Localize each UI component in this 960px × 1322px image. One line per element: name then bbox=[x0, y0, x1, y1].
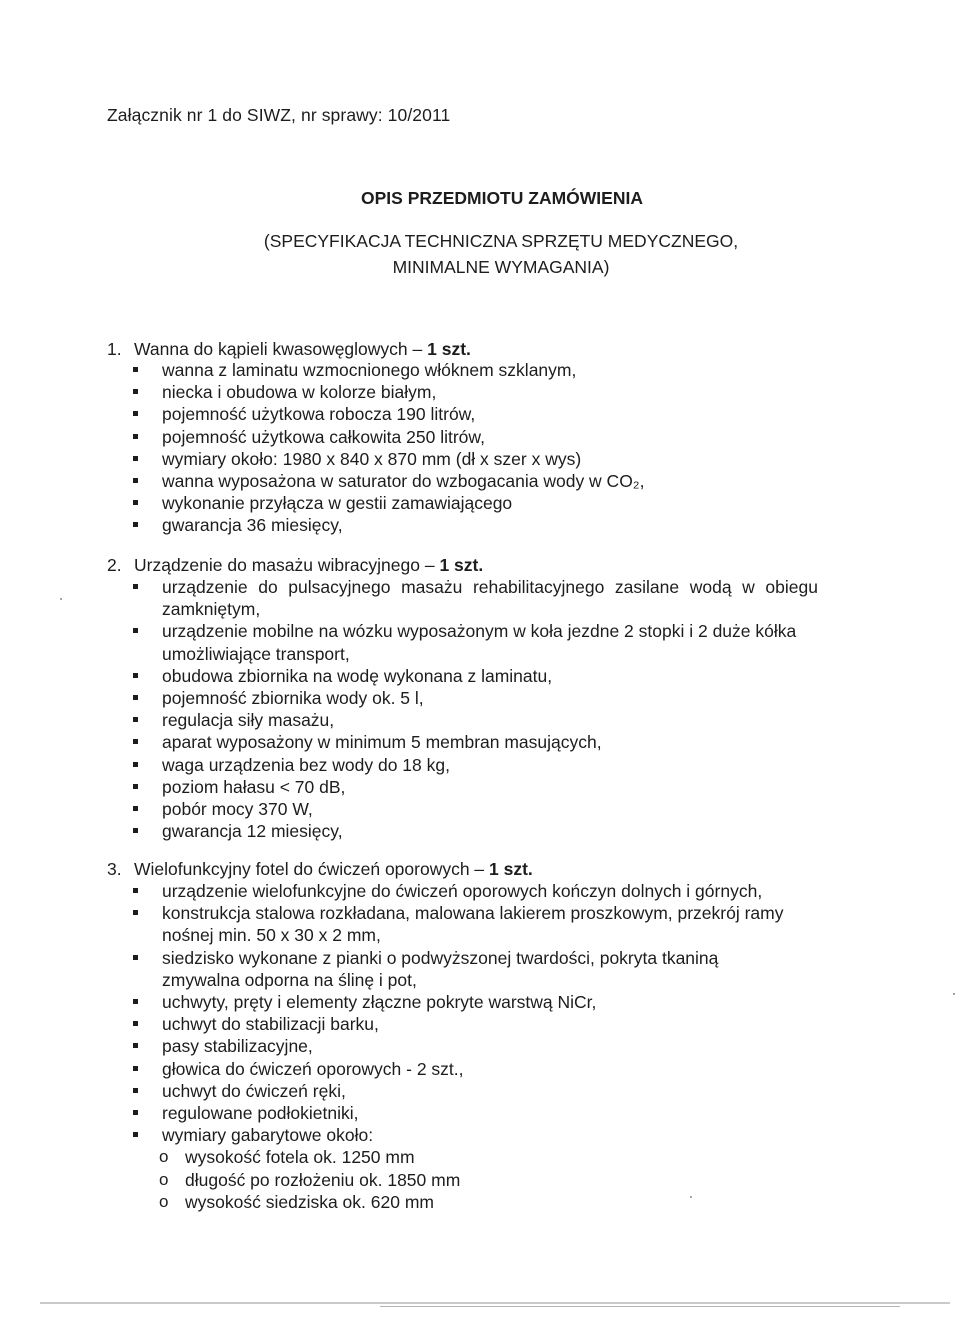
list-item bbox=[128, 776, 818, 798]
sub-list-item bbox=[94, 1146, 818, 1168]
list-item bbox=[128, 576, 818, 620]
list-item-text: niecka i obudowa w kolorze białym, bbox=[162, 382, 437, 403]
list-item bbox=[128, 1013, 818, 1035]
scan-edge-line bbox=[40, 1302, 950, 1304]
document-subtitle-line2: MINIMALNE WYMAGANIA) bbox=[392, 257, 610, 277]
list-item-text: uchwyt do ćwiczeń ręki, bbox=[162, 1080, 346, 1101]
list-item-text: regulacja siły masażu, bbox=[162, 710, 335, 731]
bullet-icon bbox=[133, 717, 138, 722]
list-item bbox=[128, 1102, 818, 1124]
list-item bbox=[128, 448, 828, 470]
list-item-text: wanna wyposażona w saturator do wzbogacania wody w CO₂, bbox=[162, 471, 645, 492]
list-item-text: aparat wyposażony w minimum 5 membran masujących, bbox=[162, 732, 602, 753]
bullet-icon bbox=[133, 806, 138, 811]
document-reference: Załącznik nr 1 do SIWZ, nr sprawy: 10/2011 bbox=[107, 105, 451, 125]
sub-list-item-text: wysokość fotela ok. 1250 mm bbox=[185, 1147, 415, 1168]
list-item bbox=[128, 731, 818, 753]
list-item-text: uchwyty, pręty i elementy złączne pokryte warstwą NiCr, bbox=[162, 992, 597, 1013]
list-item-text: waga urządzenia bez wody do 18 kg, bbox=[162, 754, 450, 775]
bullet-icon bbox=[133, 522, 138, 527]
list-item bbox=[128, 880, 818, 902]
list-item bbox=[128, 426, 828, 448]
bullet-icon bbox=[133, 999, 138, 1004]
circle-bullet-icon: o bbox=[159, 1147, 169, 1167]
section-item-list bbox=[128, 359, 828, 537]
document-subtitle-line1: (SPECYFIKACJA TECHNICZNA SPRZĘTU MEDYCZNEGO, bbox=[263, 231, 739, 251]
bullet-icon bbox=[133, 628, 138, 633]
bullet-icon bbox=[133, 1132, 138, 1137]
list-item-text: pojemność użytkowa całkowita 250 litrów, bbox=[162, 426, 485, 447]
list-item bbox=[128, 470, 828, 492]
sub-list-item bbox=[94, 1169, 818, 1191]
document-title: OPIS PRZEDMIOTU ZAMÓWIENIA bbox=[361, 188, 643, 208]
bullet-icon bbox=[133, 673, 138, 678]
list-item bbox=[128, 492, 828, 514]
scan-speck bbox=[60, 598, 62, 600]
list-item-text: gwarancja 12 miesięcy, bbox=[162, 821, 343, 842]
bullet-icon bbox=[133, 1043, 138, 1048]
list-item-text: urządzenie wielofunkcyjne do ćwiczeń oporowych kończyn dolnych i górnych, bbox=[162, 881, 763, 901]
section-name: Wanna do kąpieli kwasowęglowych – bbox=[134, 339, 428, 359]
list-item-text: wymiary gabarytowe około: bbox=[162, 1125, 374, 1146]
bullet-icon bbox=[133, 411, 138, 416]
bullet-icon bbox=[133, 695, 138, 700]
bullet-icon bbox=[133, 434, 138, 439]
bullet-icon bbox=[133, 1110, 138, 1115]
list-item bbox=[128, 709, 818, 731]
list-item-text: obudowa zbiornika na wodę wykonana z laminatu, bbox=[162, 665, 553, 686]
list-item-text: regulowane podłokietniki, bbox=[162, 1103, 359, 1124]
list-item-text: konstrukcja stalowa rozkładana, malowana lakierem proszkowym, przekrój ramy nośnej min. 50 x 30 x 2 mm, bbox=[162, 903, 784, 946]
list-item bbox=[128, 1124, 818, 1146]
list-item-text: urządzenie mobilne na wózku wyposażonym w koła jezdne 2 stopki i 2 duże kółka umożliwiające transport, bbox=[162, 621, 797, 664]
bullet-icon bbox=[133, 955, 138, 960]
list-item bbox=[128, 1058, 818, 1080]
bullet-icon bbox=[133, 500, 138, 505]
bullet-icon bbox=[133, 739, 138, 744]
section-number: 3. bbox=[107, 859, 122, 879]
section-number: 1. bbox=[107, 339, 122, 359]
list-item bbox=[128, 991, 818, 1013]
list-item-text: uchwyt do stabilizacji barku, bbox=[162, 1014, 379, 1035]
scan-speck bbox=[953, 993, 955, 995]
section-number: 2. bbox=[107, 555, 122, 575]
sub-item-list bbox=[128, 1146, 818, 1213]
scan-edge-line bbox=[380, 1306, 900, 1307]
list-item-text: pobór mocy 370 W, bbox=[162, 799, 313, 820]
list-item-text: głowica do ćwiczeń oporowych - 2 szt., bbox=[162, 1058, 464, 1079]
bullet-icon bbox=[133, 888, 138, 893]
sub-list-item bbox=[94, 1191, 818, 1213]
bullet-icon bbox=[133, 478, 138, 483]
bullet-icon bbox=[133, 828, 138, 833]
list-item-text: poziom hałasu < 70 dB, bbox=[162, 776, 346, 797]
list-item-text: gwarancja 36 miesięcy, bbox=[162, 515, 343, 536]
section-heading bbox=[107, 555, 483, 576]
bullet-icon bbox=[133, 784, 138, 789]
list-item bbox=[128, 359, 828, 381]
bullet-icon bbox=[133, 1066, 138, 1071]
sub-list-item-text: długość po rozłożeniu ok. 1850 mm bbox=[185, 1169, 461, 1190]
list-item-text: wymiary około: 1980 x 840 x 870 mm (dł x szer x wys) bbox=[162, 448, 582, 469]
list-item bbox=[128, 687, 818, 709]
list-item bbox=[128, 947, 818, 991]
list-item-text: wanna z laminatu wzmocnionego włóknem szklanym, bbox=[162, 360, 577, 380]
bullet-icon bbox=[133, 367, 138, 372]
bullet-icon bbox=[133, 1088, 138, 1093]
section-item-list bbox=[128, 880, 818, 1213]
bullet-icon bbox=[133, 910, 138, 915]
list-item bbox=[128, 381, 828, 403]
list-item-text: pojemność zbiornika wody ok. 5 l, bbox=[162, 688, 424, 709]
list-item bbox=[128, 1080, 818, 1102]
section-heading bbox=[107, 339, 471, 360]
sub-list-item-text: wysokość siedziska ok. 620 mm bbox=[185, 1191, 434, 1212]
section-quantity: 1 szt. bbox=[489, 859, 533, 879]
bullet-icon bbox=[133, 762, 138, 767]
section-quantity: 1 szt. bbox=[439, 555, 484, 575]
list-item-text: pasy stabilizacyjne, bbox=[162, 1036, 313, 1057]
bullet-icon bbox=[133, 456, 138, 461]
list-item bbox=[128, 514, 828, 536]
bullet-icon bbox=[133, 584, 138, 589]
list-item-text: urządzenie do pulsacyjnego masażu rehabilitacyjnego zasilane wodą w obiegu zamkniętym, bbox=[162, 577, 818, 620]
circle-bullet-icon: o bbox=[159, 1191, 169, 1211]
section-heading bbox=[107, 859, 533, 880]
bullet-icon bbox=[133, 1021, 138, 1026]
section-item-list bbox=[128, 576, 818, 842]
list-item-text: siedzisko wykonane z pianki o podwyższonej twardości, pokryta tkaniną zmywalna odporna na ślinę i pot, bbox=[162, 947, 719, 990]
circle-bullet-icon: o bbox=[159, 1169, 169, 1189]
sub-list-container bbox=[128, 1146, 818, 1213]
section-quantity: 1 szt. bbox=[427, 339, 471, 359]
section-name: Wielofunkcyjny fotel do ćwiczeń oporowych – bbox=[134, 859, 490, 879]
scan-speck bbox=[690, 1196, 692, 1198]
bullet-icon bbox=[133, 389, 138, 394]
list-item-text: pojemność użytkowa robocza 190 litrów, bbox=[162, 404, 476, 425]
list-item bbox=[128, 902, 818, 946]
list-item bbox=[128, 798, 818, 820]
list-item bbox=[128, 403, 828, 425]
list-item bbox=[128, 1035, 818, 1057]
list-item-text: wykonanie przyłącza w gestii zamawiającego bbox=[162, 493, 513, 514]
list-item bbox=[128, 754, 818, 776]
list-item bbox=[128, 665, 818, 687]
list-item bbox=[128, 820, 818, 842]
section-name: Urządzenie do masażu wibracyjnego – bbox=[134, 555, 440, 575]
list-item bbox=[128, 620, 818, 664]
